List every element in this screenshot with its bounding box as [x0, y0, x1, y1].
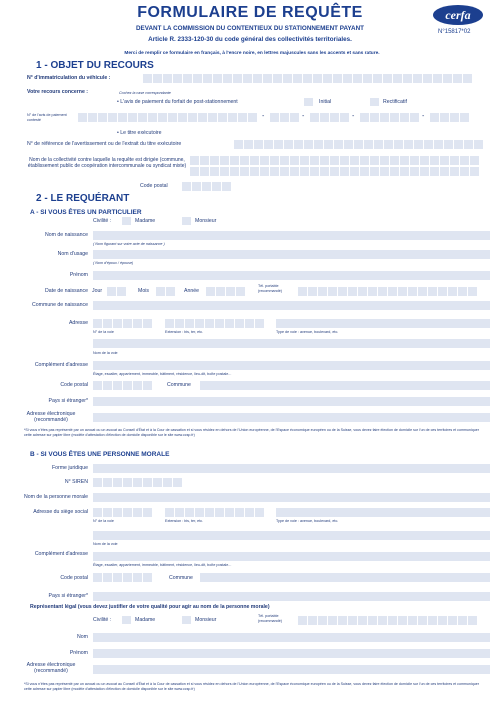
- recours-hint: Cochez la case correspondante: [119, 91, 171, 95]
- pm-pays-field[interactable]: [93, 592, 490, 601]
- nom-voie-field[interactable]: [93, 339, 490, 348]
- civilite-label: Civilité :: [93, 218, 112, 224]
- pm-num-voie-hint: N° de la voie: [93, 519, 114, 523]
- date-naissance-label: Date de naissance: [45, 288, 88, 294]
- collectivite-label: Nom de la collectivité contre laquelle la requête est dirigée (commune, établissement public de coopération intercommunale ou syndicat mixte): [27, 157, 187, 169]
- morale-footnote: *Si vous n'êtes pas représenté par un avocat ou un avocat au Conseil d'État et à la Cour de cassation et si vous résidez en dehors de l'Union européenne, de l'Espace économique européen ou de la Suisse, vous devez faire élection de domicile sur l'un de ces territoires et communiquer cette adresse sur papier libre (modèle d'attestation d'élection de domicile disponible sur le site www.ccsp.fr): [24, 682, 479, 691]
- form-subtitle: DEVANT LA COMMISSION DU CONTENTIEUX DU STATIONNEMENT PAYANT: [136, 25, 364, 32]
- particulier-footnote: *Si vous n'êtes pas représenté par un avocat ou un avocat au Conseil d'État et à la Cour de cassation et si vous résidez en dehors de l'Union européenne, de l'Espace économique européen ou de la Suisse, vous devez faire élection de domicile sur l'un de ces territoires et communiquer cette adresse sur papier libre (modèle d'attestation d'élection de domicile disponible sur le site www.ccsp.fr): [24, 428, 479, 437]
- rep-civilite-label: Civilité :: [93, 617, 112, 623]
- commune-naissance-label: Commune de naissance: [32, 302, 88, 308]
- pm-complement-hint: Étage, escalier, appartement, immeuble, bâtiment, résidence, lieu-dit, boîte postale...: [93, 563, 232, 567]
- rep-madame-checkbox[interactable]: [122, 616, 131, 624]
- monsieur-label: Monsieur: [195, 218, 217, 224]
- titre-label: • Le titre exécutoire: [117, 130, 162, 136]
- jour-field[interactable]: [107, 287, 126, 296]
- rep-prenom-label: Prénom: [69, 650, 88, 656]
- avis-label: N° de l'avis de paiement contesté: [27, 113, 67, 122]
- pm-extension-hint: Extension : bis, ter, etc.: [165, 519, 204, 523]
- representant-label: Représentant légal (vous devez justifier de votre qualité pour agir au nom de la personne morale): [30, 604, 270, 610]
- pays-field[interactable]: [93, 397, 490, 406]
- avis-field-4[interactable]: [360, 113, 419, 122]
- avis-separator-2: -: [302, 113, 305, 120]
- monsieur-checkbox[interactable]: [182, 217, 191, 225]
- pays-label: Pays si étranger*: [48, 398, 88, 404]
- adresse-label: Adresse: [68, 320, 88, 326]
- nom-naissance-label: Nom de naissance: [45, 232, 88, 238]
- rep-email-label: Adresse électronique (recommandé): [26, 662, 76, 674]
- madame-label: Madame: [135, 218, 156, 224]
- prenom-label: Prénom: [69, 272, 88, 278]
- morale-title: B - SI VOUS ÊTES UNE PERSONNE MORALE: [30, 451, 170, 458]
- cerfa-logo: cerfa: [433, 5, 483, 25]
- pm-type-voie-field[interactable]: [276, 508, 490, 517]
- pm-commune-field[interactable]: [200, 573, 490, 582]
- pm-complement-label: Complément d'adresse: [34, 551, 88, 557]
- avis-field-2[interactable]: [270, 113, 299, 122]
- fps-label: • L'avis de paiement du forfait de post-stationnement: [117, 99, 238, 105]
- num-voie-hint: N° de la voie: [93, 330, 114, 334]
- pm-code-postal-label: Code postal: [60, 575, 88, 581]
- mois-label: Mois: [138, 288, 149, 294]
- nom-naissance-hint: ( Nom figurant sur votre acte de naissance ): [93, 242, 165, 246]
- rectificatif-checkbox[interactable]: [370, 98, 379, 106]
- nom-usage-field[interactable]: [93, 250, 490, 259]
- rep-prenom-field[interactable]: [93, 649, 490, 658]
- commune-naissance-field[interactable]: [93, 301, 490, 310]
- cp-label: Code postal: [140, 183, 168, 189]
- section-2-title: 2 - LE REQUÉRANT: [36, 193, 130, 204]
- pm-extension-field[interactable]: [165, 508, 264, 517]
- avis-field-5[interactable]: [430, 113, 469, 122]
- pm-nom-voie-hint: Nom de la voie: [93, 542, 118, 546]
- pm-num-voie-field[interactable]: [93, 508, 152, 517]
- pm-commune-label: Commune: [169, 575, 193, 581]
- avis-field-1[interactable]: [78, 113, 257, 122]
- nom-pm-field[interactable]: [93, 493, 490, 502]
- pm-type-voie-hint: Type de voie : avenue, boulevard, etc.: [276, 519, 339, 523]
- form-title: FORMULAIRE DE REQUÊTE: [137, 4, 363, 21]
- forme-field[interactable]: [93, 464, 490, 473]
- rep-tel-field[interactable]: [298, 616, 477, 625]
- cp-field[interactable]: [182, 182, 231, 191]
- ref-label: N° de référence de l'avertissement ou de l'extrait du titre exécutoire: [27, 141, 182, 147]
- nom-naissance-field[interactable]: [93, 231, 490, 240]
- rep-nom-label: Nom: [77, 634, 88, 640]
- avis-separator-3: -: [352, 113, 355, 120]
- jour-label: Jour: [92, 288, 103, 294]
- avis-separator-4: -: [422, 113, 425, 120]
- immat-label: N° d'immatriculation du véhicule :: [27, 75, 111, 81]
- rep-madame-label: Madame: [135, 617, 156, 623]
- annee-label: Année: [184, 288, 200, 294]
- pm-code-postal-field[interactable]: [93, 573, 152, 582]
- type-voie-field[interactable]: [276, 319, 490, 328]
- pm-complement-field[interactable]: [93, 552, 490, 561]
- rep-email-field[interactable]: [93, 665, 490, 674]
- mois-field[interactable]: [156, 287, 175, 296]
- annee-field[interactable]: [206, 287, 245, 296]
- complement-hint: Étage, escalier, appartement, immeuble, bâtiment, résidence, lieu-dit, boîte postale...: [93, 372, 232, 376]
- code-postal-field[interactable]: [93, 381, 152, 390]
- rep-monsieur-checkbox[interactable]: [182, 616, 191, 624]
- rep-monsieur-label: Monsieur: [195, 617, 217, 623]
- siren-field[interactable]: [93, 478, 182, 487]
- complement-field[interactable]: [93, 361, 490, 370]
- extension-field[interactable]: [165, 319, 264, 328]
- forme-label: Forme juridique: [51, 465, 88, 471]
- code-postal-label: Code postal: [60, 382, 88, 388]
- particulier-title: A - SI VOUS ÊTES UN PARTICULIER: [30, 209, 142, 216]
- nom-usage-label: Nom d'usage: [57, 251, 88, 257]
- commune-label: Commune: [167, 382, 191, 388]
- legal-article: Article R. 2333-120-30 du code général des collectivités territoriales.: [148, 36, 352, 43]
- rectificatif-label: Rectificatif: [383, 99, 407, 105]
- complement-label: Complément d'adresse: [34, 362, 88, 368]
- avis-separator-1: -: [262, 113, 265, 120]
- email-field[interactable]: [93, 413, 490, 422]
- adresse-siege-label: Adresse du siège social: [33, 509, 88, 515]
- form-number: N°15817*02: [438, 29, 471, 35]
- initial-label: Initial: [319, 99, 332, 105]
- pm-pays-label: Pays si étranger*: [48, 593, 88, 599]
- commune-field[interactable]: [200, 381, 490, 390]
- initial-checkbox[interactable]: [304, 98, 313, 106]
- tel-label: Tél. portable (recommandé): [258, 284, 282, 293]
- pm-nom-voie-field[interactable]: [93, 531, 490, 540]
- extension-hint: Extension : bis, ter, etc.: [165, 330, 204, 334]
- recours-label: Votre recours concerne :: [27, 89, 89, 95]
- nom-voie-hint: Nom de la voie: [93, 351, 118, 355]
- tel-field[interactable]: [298, 287, 477, 296]
- email-label: Adresse électronique (recommandé): [26, 411, 76, 423]
- immat-field[interactable]: [143, 74, 472, 83]
- collectivite-field-1[interactable]: [190, 156, 479, 165]
- num-voie-field[interactable]: [93, 319, 152, 328]
- avis-field-3[interactable]: [310, 113, 349, 122]
- siren-label: N° SIREN: [64, 479, 88, 485]
- type-voie-hint: Type de voie : avenue, boulevard, etc.: [276, 330, 339, 334]
- rep-tel-label: Tél. portable (recommandé): [258, 614, 282, 623]
- nom-pm-label: Nom de la personne morale: [23, 494, 88, 500]
- ref-field[interactable]: [234, 140, 483, 149]
- prenom-field[interactable]: [93, 271, 490, 280]
- instruction-note: Merci de remplir ce formulaire en français, à l'encre noire, en lettres majuscules sans les accents et sans rature.: [124, 51, 380, 56]
- collectivite-field-2[interactable]: [190, 167, 479, 176]
- nom-usage-hint: ( Nom d'époux / épouse): [93, 261, 134, 265]
- section-1-title: 1 - OBJET DU RECOURS: [36, 60, 154, 71]
- madame-checkbox[interactable]: [122, 217, 131, 225]
- rep-nom-field[interactable]: [93, 633, 490, 642]
